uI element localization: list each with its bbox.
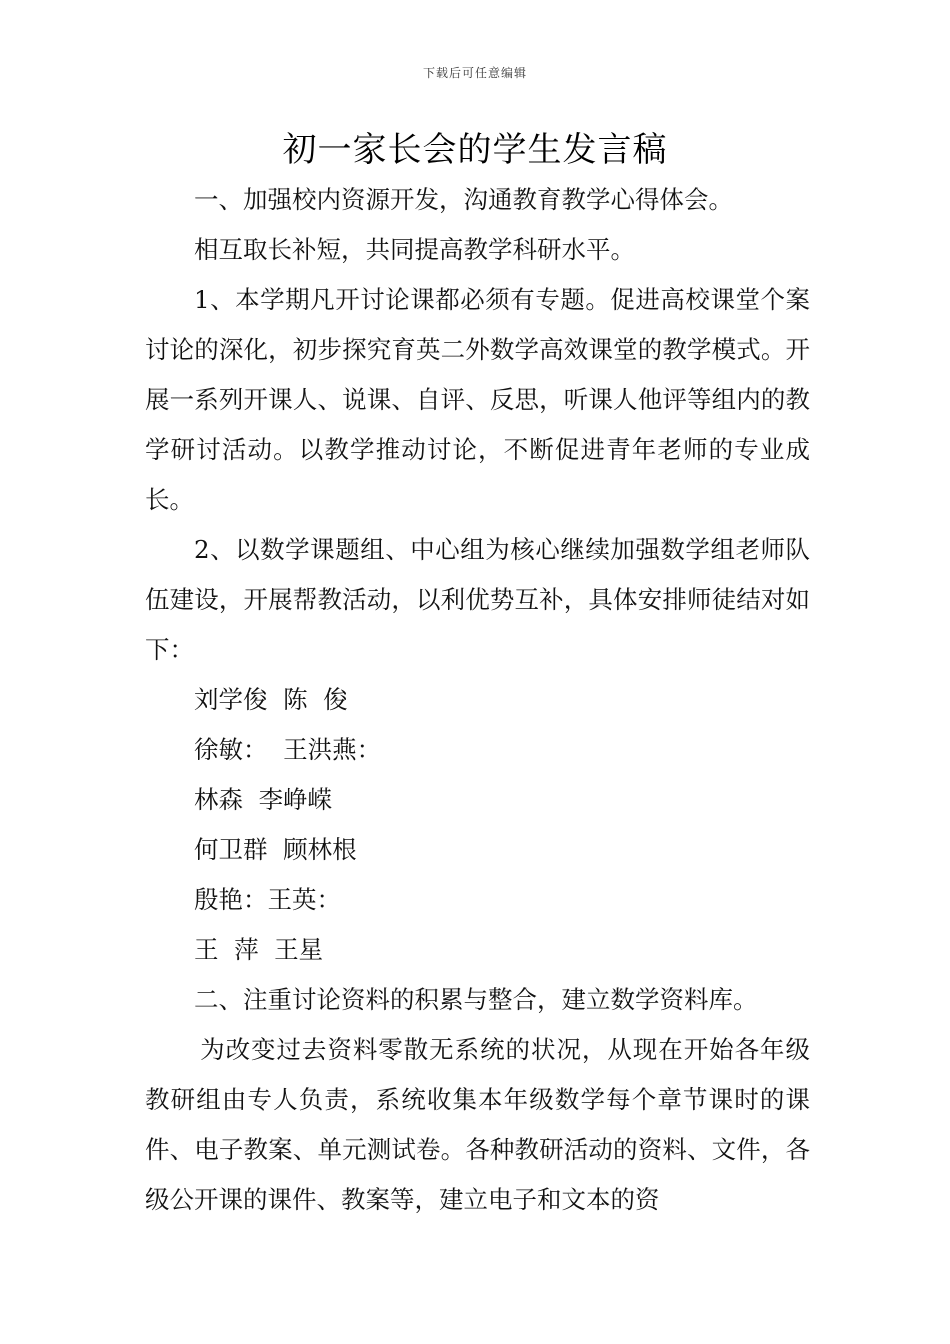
document-body bbox=[145, 175, 810, 1225]
pairing-line-4: 何卫群 顾林根 bbox=[194, 835, 357, 864]
paragraph-section-two-heading: 二、注重讨论资料的积累与整合，建立数学资料库。 bbox=[194, 985, 758, 1014]
paragraph-item-one: 1、本学期凡开讨论课都必须有专题。促进高校课堂个案讨论的深化，初步探究育英二外数学高效课堂的教学模式。开展一系列开课人、说课、自评、反思，听课人他评等组内的教学研讨活动。以教学推动讨论，不断促进青年老师的专业成长。 bbox=[145, 285, 810, 514]
paragraph-resource-library: 为改变过去资料零散无系统的状况，从现在开始各年级教研组由专人负责，系统收集本年级数学每个章节课时的课件、电子教案、单元测试卷。各种教研活动的资料、文件，各级公开课的课件、教案等，建立电子和文本的资 bbox=[145, 1035, 810, 1214]
pairing-line-6: 王 萍 王星 bbox=[194, 935, 324, 964]
pairing-line-1: 刘学俊 陈 俊 bbox=[194, 685, 348, 714]
paragraph-mutual-improvement: 相互取长补短，共同提高教学科研水平。 bbox=[194, 235, 635, 264]
document-title: 初一家长会的学生发言稿 bbox=[282, 130, 668, 170]
header-note: 下载后可任意编辑 bbox=[422, 66, 527, 80]
pairing-line-3: 林森 李峥嵘 bbox=[194, 785, 333, 814]
pairing-line-5: 殷艳：王英： bbox=[194, 885, 341, 914]
paragraph-section-one-heading: 一、加强校内资源开发，沟通教育教学心得体会。 bbox=[194, 185, 733, 214]
paragraph-item-two: 2、以数学课题组、中心组为核心继续加强数学组老师队伍建设，开展帮教活动，以利优势互补，具体安排师徒结对如下： bbox=[145, 535, 810, 664]
pairing-line-2: 徐敏： 王洪燕： bbox=[194, 735, 382, 764]
